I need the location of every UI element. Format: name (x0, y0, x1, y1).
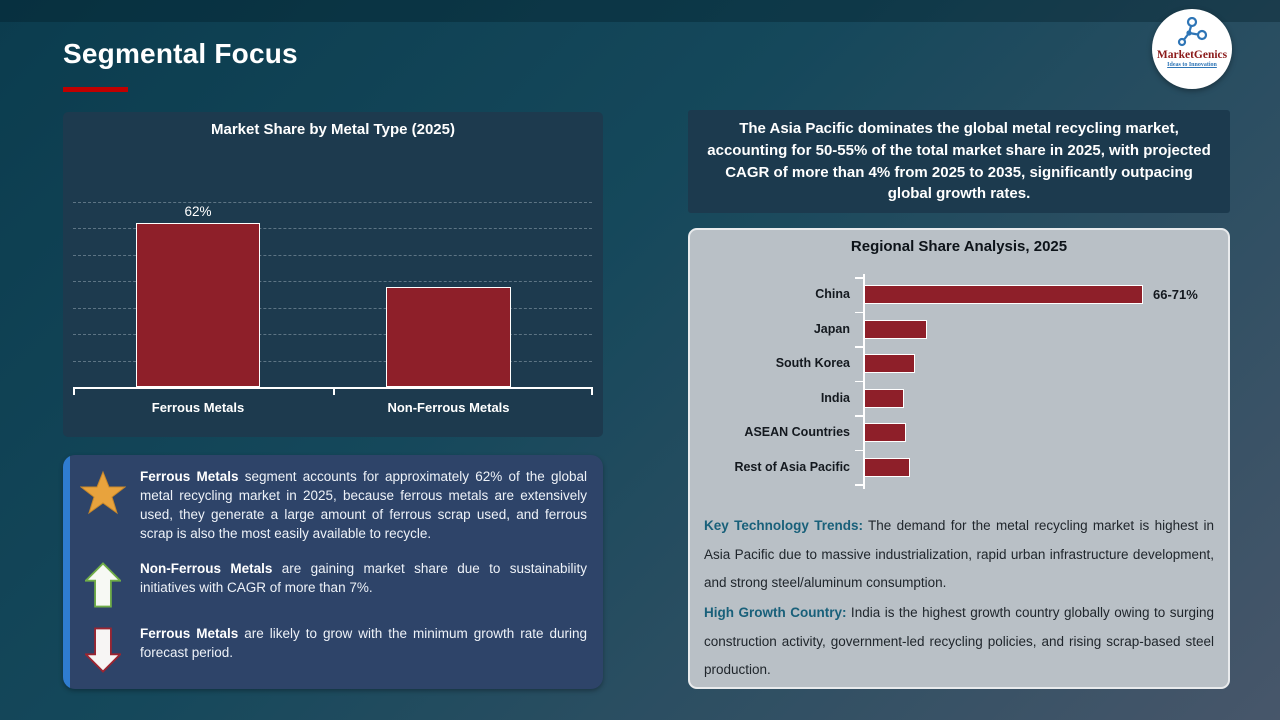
y-axis-tick (855, 312, 863, 314)
paragraph-body: India is the highest growth country globally owing to surging construction activity, government-led recycling policies, and rising scrap-based steel production. (704, 605, 1214, 677)
logo-name: MarketGenics (1156, 49, 1228, 61)
bar-japan (864, 320, 927, 339)
y-axis-tick (855, 450, 863, 452)
x-axis-tick (73, 387, 75, 395)
metal-type-chart-title: Market Share by Metal Type (2025) (211, 121, 455, 138)
insight-lead: Ferrous Metals (140, 469, 239, 484)
insight-item-ferrous-growth (79, 624, 587, 673)
category-label-rest-of-asia-pacific: Rest of Asia Pacific (734, 459, 850, 474)
x-axis-label-non-ferrous-metals: Non-Ferrous Metals (387, 400, 510, 415)
bar-china (864, 285, 1143, 304)
regional-panel-title: Regional Share Analysis, 2025 (850, 238, 1068, 255)
insight-text (140, 559, 587, 597)
y-axis-tick (855, 277, 863, 279)
metal-type-plot-area (73, 202, 592, 387)
category-label-japan: Japan (813, 321, 850, 336)
paragraph-lead: High Growth Country: (704, 605, 847, 620)
logo-network-icon (1174, 17, 1210, 49)
asia-pacific-callout (688, 110, 1230, 213)
insight-accent-bar (63, 455, 70, 689)
bar-india (864, 389, 904, 408)
arrow-down-icon (79, 624, 127, 673)
insight-body: are gaining market share due to sustainability initiatives with CAGR of more than 7%. (140, 561, 587, 595)
insight-item-ferrous (79, 467, 587, 543)
logo (1152, 9, 1232, 89)
insight-body: are likely to grow with the minimum growth rate during forecast period. (140, 626, 587, 660)
arrow-up-icon (79, 559, 127, 608)
bar-asean-countries (864, 423, 906, 442)
bar-value-label: 62% (184, 204, 212, 220)
gridline (73, 202, 592, 203)
x-axis-label-ferrous-metals: Ferrous Metals (151, 400, 245, 415)
paragraph-lead: Key Technology Trends: (704, 518, 863, 533)
high-growth-country-paragraph (704, 599, 1214, 685)
y-axis-line (863, 274, 865, 489)
category-label-south-korea: South Korea (775, 356, 850, 370)
x-axis-tick (591, 387, 593, 395)
bar-ferrous-metals (136, 223, 260, 387)
category-label-india: India (820, 390, 850, 405)
y-axis-tick (855, 381, 863, 383)
paragraph-body: The demand for the metal recycling market is highest in Asia Pacific due to massive industrialization, rapid urban infrastructure development, and strong steel/aluminum consumption. (704, 518, 1214, 590)
insights-box (63, 455, 603, 689)
y-axis-tick (855, 415, 863, 417)
bar-south-korea (864, 354, 915, 373)
callout-text: The Asia Pacific dominates the global metal recycling market, accounting for 50-55% of the total market share in 2025, with projected CAGR of more than 4% from 2025 to 2035, significantly outpacing global growth rates. (707, 120, 1211, 203)
insight-rows (79, 467, 587, 689)
y-axis-tick (855, 484, 863, 486)
category-label-asean-countries: ASEAN Countries (744, 425, 850, 439)
insight-text (140, 467, 587, 543)
logo-tagline: Ideas to Innovation (1167, 62, 1217, 68)
insight-item-nonferrous (79, 559, 587, 608)
regional-chart-area (690, 278, 1228, 486)
x-axis-tick (333, 387, 335, 395)
page-title: Segmental Focus (63, 38, 298, 69)
regional-analysis-panel (688, 228, 1230, 689)
category-label-china: China (815, 287, 850, 301)
insight-lead: Non-Ferrous Metals (140, 561, 273, 576)
bar-value-label: 66-71% (1153, 287, 1198, 302)
bar-rest-of-asia-pacific (864, 458, 910, 477)
bar-non-ferrous-metals (386, 287, 511, 387)
insight-text (140, 624, 587, 662)
y-axis-tick (855, 346, 863, 348)
star-icon (79, 467, 127, 516)
insight-body: segment accounts for approximately 62% of the global metal recycling market in 2025, because ferrous metals are extensively used, they generate a large amount of ferrous scrap used, and ferrous scrap is also the most easily available to recycle. (140, 469, 588, 541)
key-technology-trends-paragraph (704, 512, 1214, 598)
title-underline (63, 87, 128, 92)
metal-type-chart-panel (63, 112, 603, 437)
top-band (0, 0, 1280, 22)
insight-lead: Ferrous Metals (140, 626, 239, 641)
